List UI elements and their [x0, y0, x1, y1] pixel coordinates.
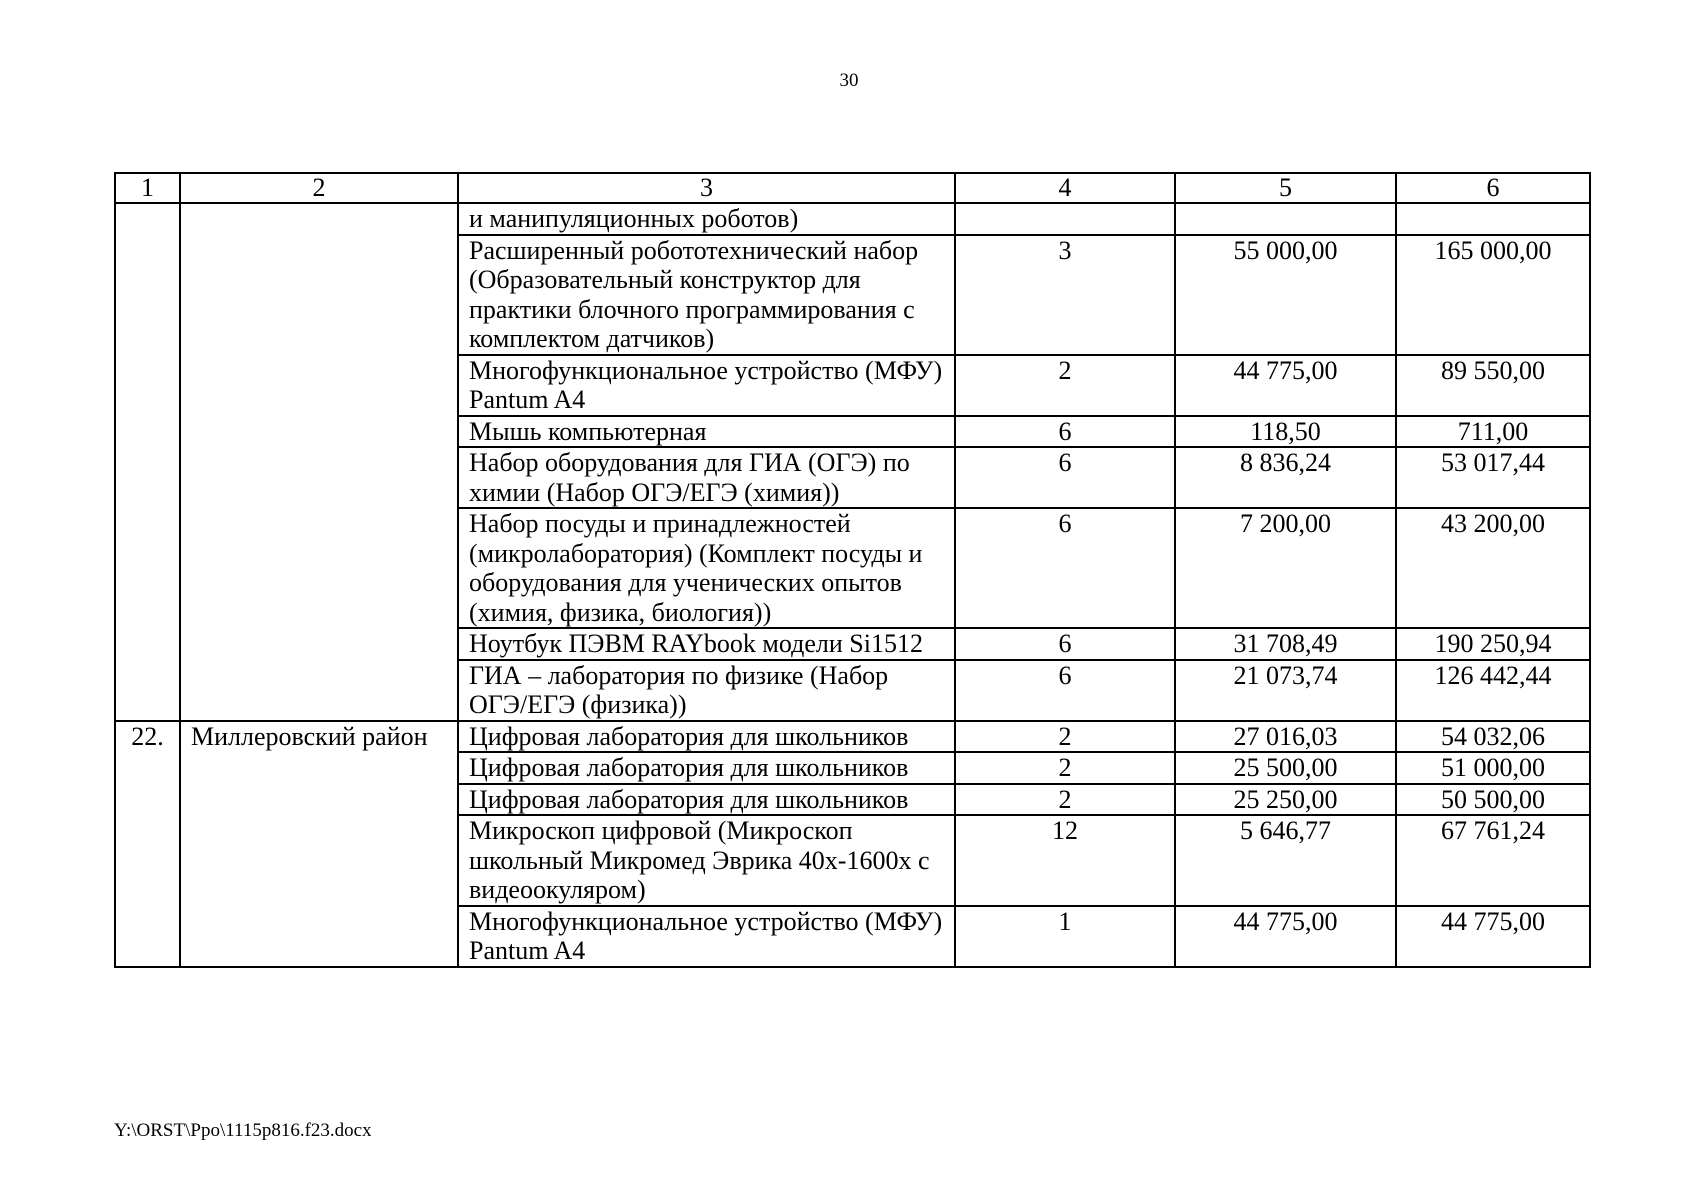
item-name-cell: ГИА – лаборатория по физике (Набор ОГЭ/ЕГЭ (физика)): [458, 660, 955, 721]
quantity-cell: 1: [955, 906, 1175, 967]
total-cell: 165 000,00: [1396, 235, 1590, 355]
total-cell: 711,00: [1396, 416, 1590, 448]
page-number: 30: [839, 70, 859, 91]
column-header: 5: [1175, 173, 1396, 203]
quantity-cell: 6: [955, 416, 1175, 448]
price-cell: 25 500,00: [1175, 752, 1396, 784]
file-path-footer: Y:\ORST\Ppo\1115p816.f23.docx: [114, 1120, 372, 1141]
total-cell: 190 250,94: [1396, 628, 1590, 660]
quantity-cell: 6: [955, 508, 1175, 628]
price-cell: 27 016,03: [1175, 721, 1396, 753]
item-name-cell: Расширенный робототехнический набор (Образовательный конструктор для практики блочного программирования с комплектом датчиков): [458, 235, 955, 355]
total-cell: 67 761,24: [1396, 815, 1590, 906]
total-cell: 53 017,44: [1396, 447, 1590, 508]
item-name-cell: Цифровая лаборатория для школьников: [458, 721, 955, 753]
price-cell: 7 200,00: [1175, 508, 1396, 628]
price-cell: [1175, 203, 1396, 235]
price-cell: 25 250,00: [1175, 784, 1396, 816]
quantity-cell: 12: [955, 815, 1175, 906]
item-name-cell: Мышь компьютерная: [458, 416, 955, 448]
item-name-cell: Ноутбук ПЭВМ RAYbook модели Si1512: [458, 628, 955, 660]
column-header: 1: [115, 173, 180, 203]
quantity-cell: 2: [955, 721, 1175, 753]
item-name-cell: Цифровая лаборатория для школьников: [458, 752, 955, 784]
quantity-cell: 2: [955, 752, 1175, 784]
column-header: 4: [955, 173, 1175, 203]
price-cell: 21 073,74: [1175, 660, 1396, 721]
price-cell: 8 836,24: [1175, 447, 1396, 508]
quantity-cell: 3: [955, 235, 1175, 355]
row-number-cell: [115, 203, 180, 721]
price-cell: 55 000,00: [1175, 235, 1396, 355]
total-cell: 50 500,00: [1396, 784, 1590, 816]
total-cell: 89 550,00: [1396, 355, 1590, 416]
quantity-cell: 2: [955, 784, 1175, 816]
total-cell: 51 000,00: [1396, 752, 1590, 784]
item-name-cell: Многофункциональное устройство (МФУ) Pantum A4: [458, 906, 955, 967]
item-name-cell: Набор посуды и принадлежностей (микролаборатория) (Комплект посуды и оборудования для ученических опытов (химия, физика, биология)): [458, 508, 955, 628]
price-cell: 44 775,00: [1175, 906, 1396, 967]
quantity-cell: [955, 203, 1175, 235]
item-name-cell: Набор оборудования для ГИА (ОГЭ) по химии (Набор ОГЭ/ЕГЭ (химия)): [458, 447, 955, 508]
column-header: 2: [180, 173, 458, 203]
total-cell: 126 442,44: [1396, 660, 1590, 721]
column-header: 3: [458, 173, 955, 203]
quantity-cell: 6: [955, 447, 1175, 508]
row-number-cell: 22.: [115, 721, 180, 967]
equipment-table: [114, 172, 1591, 968]
region-cell: Миллеровский район: [180, 721, 458, 967]
price-cell: 5 646,77: [1175, 815, 1396, 906]
price-cell: 31 708,49: [1175, 628, 1396, 660]
item-name-cell: Микроскоп цифровой (Микроскоп школьный Микромед Эврика 40х-1600х с видеоокуляром): [458, 815, 955, 906]
quantity-cell: 2: [955, 355, 1175, 416]
table-row: [115, 721, 1590, 753]
item-name-cell: Многофункциональное устройство (МФУ) Pantum A4: [458, 355, 955, 416]
total-cell: [1396, 203, 1590, 235]
item-name-cell: Цифровая лаборатория для школьников: [458, 784, 955, 816]
column-header: 6: [1396, 173, 1590, 203]
quantity-cell: 6: [955, 660, 1175, 721]
region-cell: [180, 203, 458, 721]
total-cell: 54 032,06: [1396, 721, 1590, 753]
table-row: [115, 203, 1590, 235]
item-name-cell: и манипуляционных роботов): [458, 203, 955, 235]
quantity-cell: 6: [955, 628, 1175, 660]
price-cell: 118,50: [1175, 416, 1396, 448]
total-cell: 43 200,00: [1396, 508, 1590, 628]
table-header-row: [115, 173, 1590, 203]
price-cell: 44 775,00: [1175, 355, 1396, 416]
total-cell: 44 775,00: [1396, 906, 1590, 967]
